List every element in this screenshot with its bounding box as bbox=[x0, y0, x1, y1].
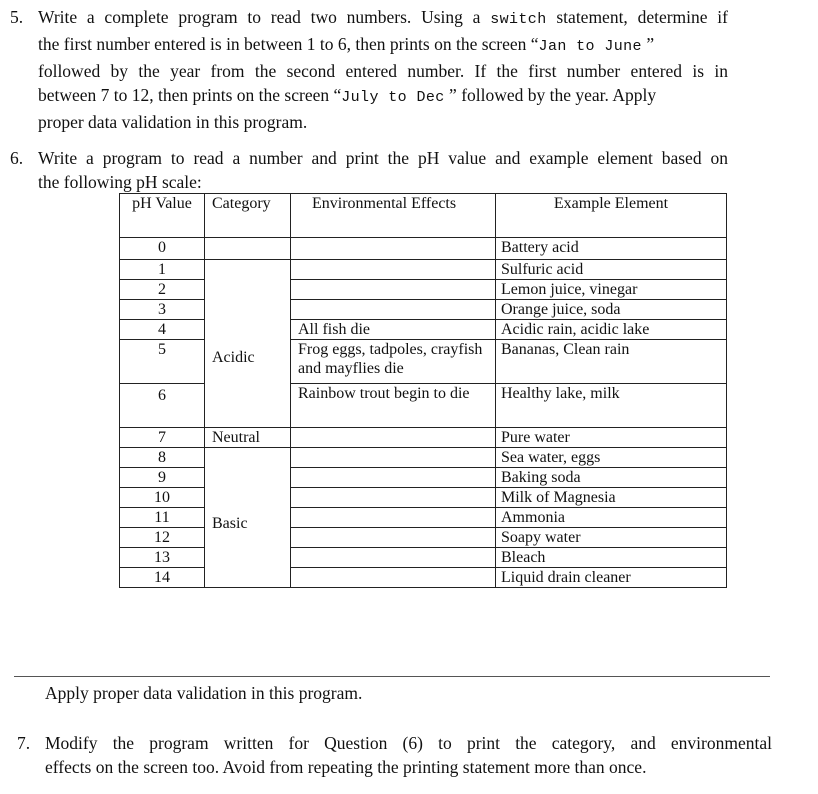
question-6 bbox=[10, 146, 730, 194]
ph-cell: 1 bbox=[120, 260, 205, 280]
ph-cell: 10 bbox=[120, 488, 205, 508]
ph-cell: 14 bbox=[120, 568, 205, 588]
example-cell: Sulfuric acid bbox=[496, 260, 727, 280]
example-cell: Pure water bbox=[496, 428, 727, 448]
effect-cell: Rainbow trout begin to die bbox=[291, 384, 496, 428]
example-cell: Liquid drain cleaner bbox=[496, 568, 727, 588]
code-jan-to-june: Jan to June bbox=[538, 38, 642, 55]
effect-cell bbox=[291, 300, 496, 320]
example-cell: Ammonia bbox=[496, 508, 727, 528]
example-cell: Bananas, Clean rain bbox=[496, 340, 727, 384]
question-6-line-1: Write a program to read a number and print the pH value and example element based on bbox=[38, 148, 728, 168]
effect-cell bbox=[291, 448, 496, 468]
ph-cell: 11 bbox=[120, 508, 205, 528]
validation-note-text: Apply proper data validation in this program. bbox=[45, 683, 363, 703]
example-cell: Acidic rain, acidic lake bbox=[496, 320, 727, 340]
code-switch: switch bbox=[490, 11, 547, 28]
example-cell: Bleach bbox=[496, 548, 727, 568]
question-7-line-2: effects on the screen too. Avoid from repeating the printing statement more than once. bbox=[45, 757, 647, 777]
ph-cell: 5 bbox=[120, 340, 205, 384]
header-category: Category bbox=[205, 194, 291, 238]
effect-cell bbox=[291, 508, 496, 528]
ph-cell: 13 bbox=[120, 548, 205, 568]
table-row bbox=[120, 428, 727, 448]
table-row bbox=[120, 448, 727, 468]
example-cell: Orange juice, soda bbox=[496, 300, 727, 320]
header-ph-value: pH Value bbox=[120, 194, 205, 238]
validation-note bbox=[45, 681, 745, 705]
ph-cell: 6 bbox=[120, 384, 205, 428]
question-5-line-1: Write a complete program to read two numbers. Using a switch statement, determine if bbox=[38, 7, 728, 28]
ph-scale-table bbox=[119, 193, 727, 588]
ph-cell: 2 bbox=[120, 280, 205, 300]
effect-cell bbox=[291, 548, 496, 568]
category-neutral: Neutral bbox=[205, 428, 291, 448]
page-divider bbox=[14, 676, 770, 677]
example-cell: Soapy water bbox=[496, 528, 727, 548]
example-cell: Milk of Magnesia bbox=[496, 488, 727, 508]
effect-cell bbox=[291, 238, 496, 260]
effect-cell bbox=[291, 428, 496, 448]
table-row bbox=[120, 238, 727, 260]
example-cell: Healthy lake, milk bbox=[496, 384, 727, 428]
ph-cell: 4 bbox=[120, 320, 205, 340]
effect-cell bbox=[291, 468, 496, 488]
question-5-line-5: proper data validation in this program. bbox=[38, 112, 308, 132]
ph-cell: 0 bbox=[120, 238, 205, 260]
ph-cell: 3 bbox=[120, 300, 205, 320]
category-acidic: Acidic bbox=[205, 260, 291, 428]
question-5-number: 5. bbox=[10, 7, 24, 27]
example-cell: Baking soda bbox=[496, 468, 727, 488]
code-july-to-dec: July to Dec bbox=[341, 89, 445, 106]
question-5-line-3: followed by the year from the second entered number. If the first number entered is in bbox=[38, 61, 728, 81]
effect-cell bbox=[291, 280, 496, 300]
effect-cell bbox=[291, 568, 496, 588]
question-7-line-1: Modify the program written for Question (6) to print the category, and environmental bbox=[45, 733, 772, 753]
effect-cell bbox=[291, 260, 496, 280]
table-row bbox=[120, 260, 727, 280]
question-6-line-2: the following pH scale: bbox=[38, 172, 202, 192]
example-cell: Sea water, eggs bbox=[496, 448, 727, 468]
example-cell: Battery acid bbox=[496, 238, 727, 260]
ph-cell: 9 bbox=[120, 468, 205, 488]
question-7 bbox=[17, 731, 777, 779]
header-environmental-effects: Environmental Effects bbox=[291, 194, 496, 238]
ph-cell: 8 bbox=[120, 448, 205, 468]
effect-cell: Frog eggs, tadpoles, crayfish and mayflies die bbox=[291, 340, 496, 384]
header-example-element: Example Element bbox=[496, 194, 727, 238]
example-cell: Lemon juice, vinegar bbox=[496, 280, 727, 300]
effect-cell: All fish die bbox=[291, 320, 496, 340]
question-7-number: 7. bbox=[17, 733, 31, 753]
effect-cell bbox=[291, 488, 496, 508]
ph-cell: 7 bbox=[120, 428, 205, 448]
question-5-line-2: the first number entered is in between 1 to 6, then prints on the screen “Jan to June ” bbox=[38, 34, 655, 55]
question-5 bbox=[10, 5, 730, 132]
effect-cell bbox=[291, 528, 496, 548]
ph-cell: 12 bbox=[120, 528, 205, 548]
question-6-number: 6. bbox=[10, 148, 24, 168]
table-header-row bbox=[120, 194, 727, 238]
category-cell bbox=[205, 238, 291, 260]
question-5-line-4: between 7 to 12, then prints on the screen “July to Dec ” followed by the year. Apply bbox=[38, 85, 657, 106]
category-basic: Basic bbox=[205, 448, 291, 588]
